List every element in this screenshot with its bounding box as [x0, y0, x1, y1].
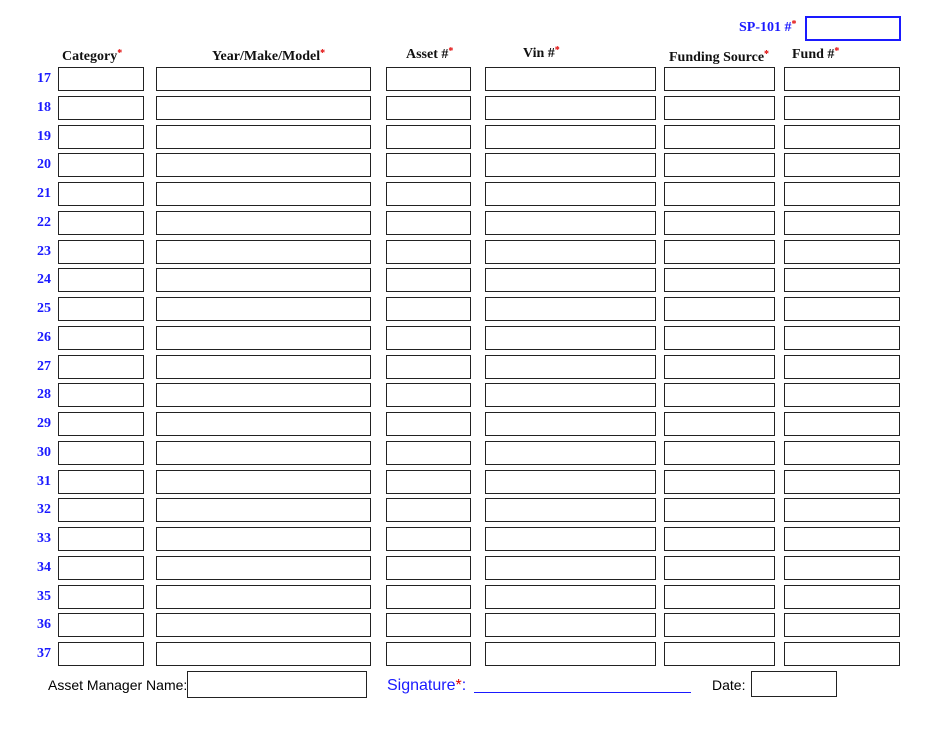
row-number: 26 [37, 330, 51, 345]
category-input[interactable] [58, 412, 144, 436]
column-header-vin [523, 46, 560, 62]
fund-input[interactable] [784, 326, 900, 350]
fund-input[interactable] [784, 297, 900, 321]
column-header-label: Asset # [406, 47, 449, 62]
year-make-model-input[interactable] [156, 240, 371, 264]
vin-input[interactable] [485, 585, 656, 609]
row-number: 22 [37, 215, 51, 230]
category-input[interactable] [58, 613, 144, 637]
vin-input[interactable] [485, 153, 656, 177]
row-number: 18 [37, 100, 51, 115]
fund-input[interactable] [784, 211, 900, 235]
year-make-model-input[interactable] [156, 383, 371, 407]
category-input[interactable] [58, 125, 144, 149]
row-number: 25 [37, 301, 51, 316]
required-marker: * [117, 48, 123, 59]
row-number: 17 [37, 71, 51, 86]
row-number: 33 [37, 531, 51, 546]
required-marker: * [764, 49, 770, 60]
year-make-model-input[interactable] [156, 211, 371, 235]
required-marker: * [554, 45, 560, 56]
category-input[interactable] [58, 642, 144, 666]
row-number: 35 [37, 589, 51, 604]
year-make-model-input[interactable] [156, 527, 371, 551]
asset-input[interactable] [386, 96, 471, 120]
vin-input[interactable] [485, 470, 656, 494]
category-input[interactable] [58, 585, 144, 609]
row-number: 27 [37, 359, 51, 374]
row-number: 31 [37, 474, 51, 489]
column-header-fund [792, 47, 839, 63]
fund-input[interactable] [784, 96, 900, 120]
asset-input[interactable] [386, 556, 471, 580]
funding-source-input[interactable] [664, 441, 775, 465]
year-make-model-input[interactable] [156, 412, 371, 436]
asset-input[interactable] [386, 585, 471, 609]
category-input[interactable] [58, 211, 144, 235]
year-make-model-input[interactable] [156, 153, 371, 177]
category-input[interactable] [58, 326, 144, 350]
funding-source-input[interactable] [664, 556, 775, 580]
funding-source-input[interactable] [664, 412, 775, 436]
asset-input[interactable] [386, 326, 471, 350]
asset-input[interactable] [386, 383, 471, 407]
vin-input[interactable] [485, 297, 656, 321]
funding-source-input[interactable] [664, 642, 775, 666]
funding-source-input[interactable] [664, 498, 775, 522]
fund-input[interactable] [784, 355, 900, 379]
required-marker: * [455, 677, 462, 694]
vin-input[interactable] [485, 125, 656, 149]
asset-manager-name-input[interactable] [187, 671, 367, 698]
asset-input[interactable] [386, 498, 471, 522]
fund-input[interactable] [784, 153, 900, 177]
fund-input[interactable] [784, 383, 900, 407]
year-make-model-input[interactable] [156, 585, 371, 609]
funding-source-input[interactable] [664, 355, 775, 379]
asset-input[interactable] [386, 125, 471, 149]
fund-input[interactable] [784, 613, 900, 637]
vin-input[interactable] [485, 182, 656, 206]
asset-input[interactable] [386, 153, 471, 177]
year-make-model-input[interactable] [156, 613, 371, 637]
funding-source-input[interactable] [664, 527, 775, 551]
required-marker: * [791, 19, 797, 30]
row-number: 36 [37, 617, 51, 632]
year-make-model-input[interactable] [156, 297, 371, 321]
vin-input[interactable] [485, 96, 656, 120]
year-make-model-input[interactable] [156, 268, 371, 292]
year-make-model-input[interactable] [156, 182, 371, 206]
sp101-label-text: SP-101 # [739, 20, 792, 35]
asset-input[interactable] [386, 211, 471, 235]
funding-source-input[interactable] [664, 67, 775, 91]
asset-input[interactable] [386, 613, 471, 637]
asset-input[interactable] [386, 470, 471, 494]
category-input[interactable] [58, 470, 144, 494]
year-make-model-input[interactable] [156, 355, 371, 379]
signature-colon: : [461, 677, 467, 694]
year-make-model-input[interactable] [156, 556, 371, 580]
column-header-label: Category [62, 49, 118, 64]
fund-input[interactable] [784, 498, 900, 522]
row-number: 19 [37, 129, 51, 144]
category-input[interactable] [58, 297, 144, 321]
row-number: 24 [37, 272, 51, 287]
date-input[interactable] [751, 671, 837, 697]
sp101-label [739, 20, 797, 36]
vin-input[interactable] [485, 412, 656, 436]
fund-input[interactable] [784, 240, 900, 264]
signature-label-text: Signature [387, 677, 456, 694]
row-number: 32 [37, 502, 51, 517]
category-input[interactable] [58, 153, 144, 177]
vin-input[interactable] [485, 498, 656, 522]
row-number: 21 [37, 186, 51, 201]
fund-input[interactable] [784, 412, 900, 436]
funding-source-input[interactable] [664, 153, 775, 177]
required-marker: * [448, 46, 454, 57]
vin-input[interactable] [485, 613, 656, 637]
fund-input[interactable] [784, 527, 900, 551]
fund-input[interactable] [784, 642, 900, 666]
asset-input[interactable] [386, 441, 471, 465]
column-header-label: Fund # [792, 47, 835, 62]
column-header-category [62, 49, 122, 65]
asset-input[interactable] [386, 268, 471, 292]
asset-input[interactable] [386, 527, 471, 551]
category-input[interactable] [58, 441, 144, 465]
funding-source-input[interactable] [664, 326, 775, 350]
category-input[interactable] [58, 67, 144, 91]
row-number: 29 [37, 416, 51, 431]
category-input[interactable] [58, 498, 144, 522]
vin-input[interactable] [485, 67, 656, 91]
column-header-label: Funding Source [669, 50, 765, 65]
asset-input[interactable] [386, 67, 471, 91]
category-input[interactable] [58, 268, 144, 292]
year-make-model-input[interactable] [156, 498, 371, 522]
funding-source-input[interactable] [664, 613, 775, 637]
category-input[interactable] [58, 96, 144, 120]
year-make-model-input[interactable] [156, 67, 371, 91]
vin-input[interactable] [485, 211, 656, 235]
column-header-year-make-model [212, 49, 325, 65]
category-input[interactable] [58, 556, 144, 580]
funding-source-input[interactable] [664, 268, 775, 292]
signature-line[interactable] [474, 692, 691, 693]
asset-input[interactable] [386, 412, 471, 436]
vin-input[interactable] [485, 326, 656, 350]
asset-input[interactable] [386, 182, 471, 206]
funding-source-input[interactable] [664, 585, 775, 609]
vin-input[interactable] [485, 556, 656, 580]
funding-source-input[interactable] [664, 182, 775, 206]
asset-manager-label: Asset Manager Name: [48, 677, 188, 693]
funding-source-input[interactable] [664, 470, 775, 494]
vin-input[interactable] [485, 383, 656, 407]
vin-input[interactable] [485, 268, 656, 292]
vin-input[interactable] [485, 527, 656, 551]
fund-input[interactable] [784, 125, 900, 149]
vin-input[interactable] [485, 355, 656, 379]
column-header-label: Year/Make/Model [212, 49, 321, 64]
funding-source-input[interactable] [664, 240, 775, 264]
year-make-model-input[interactable] [156, 96, 371, 120]
asset-input[interactable] [386, 240, 471, 264]
funding-source-input[interactable] [664, 96, 775, 120]
required-marker: * [834, 46, 840, 57]
fund-input[interactable] [784, 585, 900, 609]
column-header-asset [406, 47, 453, 63]
year-make-model-input[interactable] [156, 642, 371, 666]
category-input[interactable] [58, 182, 144, 206]
asset-input[interactable] [386, 297, 471, 321]
funding-source-input[interactable] [664, 125, 775, 149]
vin-input[interactable] [485, 441, 656, 465]
vin-input[interactable] [485, 642, 656, 666]
fund-input[interactable] [784, 441, 900, 465]
date-label: Date: [712, 677, 746, 693]
asset-input[interactable] [386, 642, 471, 666]
fund-input[interactable] [784, 470, 900, 494]
fund-input[interactable] [784, 182, 900, 206]
year-make-model-input[interactable] [156, 326, 371, 350]
row-number: 30 [37, 445, 51, 460]
fund-input[interactable] [784, 67, 900, 91]
funding-source-input[interactable] [664, 383, 775, 407]
fund-input[interactable] [784, 268, 900, 292]
funding-source-input[interactable] [664, 297, 775, 321]
year-make-model-input[interactable] [156, 441, 371, 465]
category-input[interactable] [58, 527, 144, 551]
row-number: 20 [37, 157, 51, 172]
signature-label [387, 677, 466, 695]
year-make-model-input[interactable] [156, 470, 371, 494]
column-header-label: Vin # [523, 46, 555, 61]
vin-input[interactable] [485, 240, 656, 264]
row-number: 23 [37, 244, 51, 259]
required-marker: * [320, 48, 326, 59]
year-make-model-input[interactable] [156, 125, 371, 149]
funding-source-input[interactable] [664, 211, 775, 235]
row-number: 37 [37, 646, 51, 661]
asset-input[interactable] [386, 355, 471, 379]
category-input[interactable] [58, 355, 144, 379]
row-number: 34 [37, 560, 51, 575]
row-number: 28 [37, 387, 51, 402]
fund-input[interactable] [784, 556, 900, 580]
category-input[interactable] [58, 383, 144, 407]
sp101-number-input[interactable] [805, 16, 901, 41]
column-header-funding-source [669, 50, 769, 66]
category-input[interactable] [58, 240, 144, 264]
